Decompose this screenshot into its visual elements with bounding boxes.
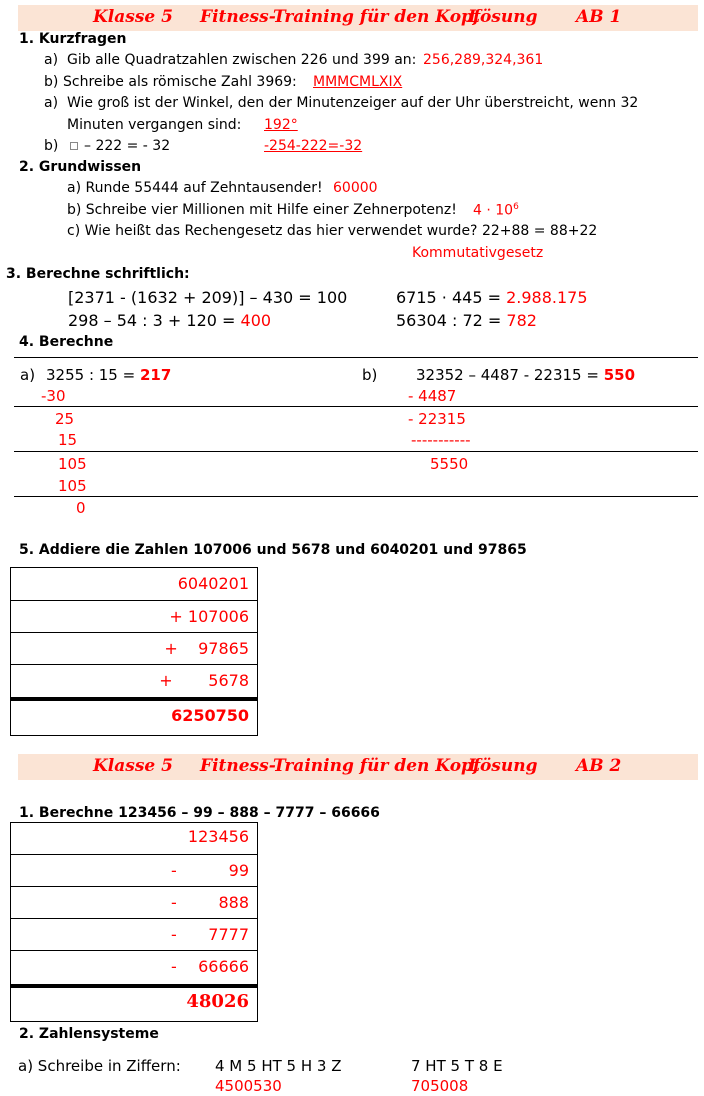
divider — [14, 451, 698, 452]
table-row: 6040201 — [11, 568, 257, 601]
q4a-step: 105 — [58, 455, 87, 473]
table-row: - 7777 — [11, 919, 257, 951]
q1a-answer: 256,289,324,361 — [423, 52, 544, 68]
ab2-q2a-task1: 4 M 5 HT 5 H 3 Z — [215, 1057, 342, 1075]
table-row: + 5678 — [159, 671, 249, 690]
section-4-heading: 4. Berechne — [19, 334, 114, 350]
addition-table — [10, 567, 258, 736]
q4b-step: - 22315 — [408, 410, 466, 428]
table-row: - 888 — [11, 887, 257, 919]
q1b-answer: MMMCMLXIX — [313, 74, 403, 90]
q4b-label: b) — [362, 366, 378, 384]
q4a-task: 3255 : 15 = 217 — [46, 366, 172, 384]
q3-r2-left: 298 – 54 : 3 + 120 = 400 — [68, 311, 272, 330]
section-1-heading: 1. Kurzfragen — [19, 31, 127, 47]
blank-box-icon — [70, 142, 78, 150]
q4a-step: 25 — [55, 410, 75, 428]
q3-r1-right: 6715 · 445 = 2.988.175 — [396, 288, 588, 307]
ab2-section-1-heading: 1. Berechne 123456 – 99 – 888 – 7777 – 66666 — [19, 805, 380, 821]
banner-loesung: Lösung — [468, 756, 538, 776]
q1d-label: b) — [44, 138, 59, 154]
table-row: 123456 — [11, 823, 257, 855]
q2a-answer: 60000 — [333, 180, 378, 196]
q1c-text: Wie groß ist der Winkel, den der Minutenzeiger auf der Uhr überstreicht, wenn 32 — [67, 95, 639, 111]
q1c-label: a) — [44, 95, 59, 111]
section-2-heading: 2. Grundwissen — [19, 159, 142, 175]
q1d-answer: -254-222=-32 — [264, 138, 363, 154]
table-row: - 66666 — [171, 957, 249, 976]
q1c-text2: Minuten vergangen sind: — [67, 117, 242, 133]
banner-klasse: Klasse 5 — [93, 7, 173, 27]
addition-sum: 6250750 — [171, 706, 249, 725]
banner-title: Fitness-Training für den Kopf — [200, 756, 481, 776]
ab2-q2a-answer1: 4500530 — [215, 1077, 282, 1095]
q2b-answer: $4 \cdot 10^6$ — [473, 202, 519, 219]
result-line — [11, 984, 257, 988]
q2b-text: b) Schreibe vier Millionen mit Hilfe einer Zehnerpotenz! — [67, 202, 457, 218]
q1b-label: b) — [44, 74, 59, 90]
q1a-label: a) — [44, 52, 59, 68]
q4b-task: 32352 – 4487 - 22315 = 550 — [416, 366, 636, 384]
q4b-step: - 4487 — [408, 387, 457, 405]
banner-loesung: Lösung — [468, 7, 538, 27]
q4b-step: 5550 — [430, 455, 469, 473]
ab2-q2a-label: a) Schreibe in Ziffern: — [18, 1057, 181, 1075]
q4b-step: ----------- — [411, 431, 471, 449]
divider — [14, 357, 698, 358]
q1c-answer: 192° — [264, 117, 298, 133]
table-row: - 99 — [11, 855, 257, 887]
q4a-step: -30 — [41, 387, 66, 405]
subtraction-result: 48026 — [186, 991, 249, 1012]
banner-ab: AB 2 — [576, 756, 622, 776]
q4a-step: 0 — [76, 499, 86, 517]
ab2-q2a-answer2: 705008 — [411, 1077, 469, 1095]
q1b-text: Schreibe als römische Zahl 3969: — [63, 74, 297, 90]
subtraction-table — [10, 822, 258, 1022]
q2a-text: a) Runde 55444 auf Zehntausender! — [67, 180, 323, 196]
q3-r1-left: [2371 - (1632 + 209)] – 430 = 100 — [68, 288, 348, 307]
table-row: + 107006 — [11, 601, 257, 633]
divider — [14, 496, 698, 497]
banner-ab: AB 1 — [576, 7, 622, 27]
section-5-heading: 5. Addiere die Zahlen 107006 und 5678 und 6040201 und 97865 — [19, 542, 527, 558]
banner-klasse: Klasse 5 — [93, 756, 173, 776]
q2c-text: c) Wie heißt das Rechengesetz das hier verwendet wurde? 22+88 = 88+22 — [67, 223, 598, 239]
q1d-text: – 222 = - 32 — [70, 138, 170, 154]
table-row: + 97865 — [11, 633, 257, 665]
q1a-text: Gib alle Quadratzahlen zwischen 226 und 399 an: — [67, 52, 417, 68]
ab2-section-2-heading: 2. Zahlensysteme — [19, 1026, 159, 1042]
q4a-step: 15 — [58, 431, 78, 449]
q2c-answer: Kommutativgesetz — [412, 245, 544, 261]
ab2-q2a-task2: 7 HT 5 T 8 E — [411, 1057, 503, 1075]
section-3-heading: 3. Berechne schriftlich: — [6, 266, 190, 282]
divider — [14, 406, 698, 407]
sum-line — [11, 697, 257, 701]
q4a-label: a) — [20, 366, 36, 384]
q4a-step: 105 — [58, 477, 87, 495]
q3-r2-right: 56304 : 72 = 782 — [396, 311, 537, 330]
banner-title: Fitness-Training für den Kopf — [200, 7, 481, 27]
